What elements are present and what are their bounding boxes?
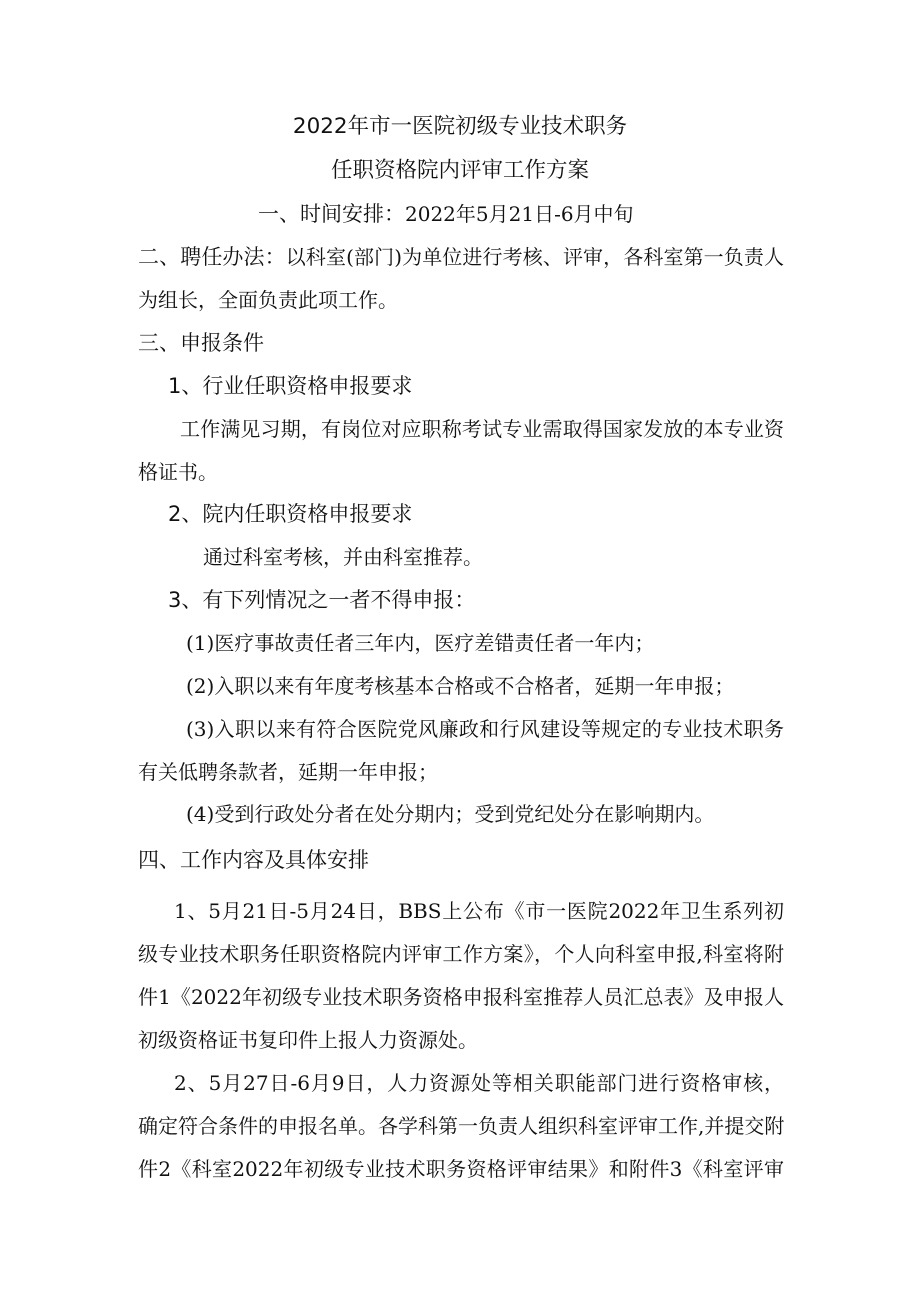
work-step-1-line-3: 件1《2022年初级专业技术职务资格申报科室推荐人员汇总表》及申报人 <box>138 985 784 1009</box>
appointment-paragraph-line-1 <box>138 243 784 271</box>
condition-1-heading: 1、行业任职资格申报要求 <box>168 374 413 398</box>
exclusion-item-3-line-2: 有关低聘条款者，延期一年申报； <box>138 760 438 784</box>
exclusion-item-4: (4)受到行政处分者在处分期内；受到党纪处分在影响期内。 <box>186 802 715 826</box>
exclusion-item-1: (1)医疗事故责任者三年内，医疗差错责任者一年内； <box>186 631 655 655</box>
work-step-1-line-4: 初级资格证书复印件上报人力资源处。 <box>138 1028 478 1052</box>
work-step-2-line-3: 件2《科室2022年初级专业技术职务资格评审结果》和附件3《科室评审 <box>138 1157 784 1181</box>
work-step-1-line-1: 1、5月21日-5月24日，BBS上公布《市一医院2022年卫生系列初 <box>174 899 784 923</box>
exclusion-item-3-line-1: (3)入职以来有符合医院党风廉政和行风建设等规定的专业技术职务 <box>186 717 784 741</box>
document-title-line-2: 任职资格院内评审工作方案 <box>330 158 589 183</box>
appointment-text-1: 以科室(部门)为单位进行考核、评审，各科室第一负责人 <box>285 245 785 269</box>
appointment-heading: 二、聘任办法： <box>138 245 286 269</box>
work-heading: 四、工作内容及具体安排 <box>138 848 369 872</box>
condition-3-heading: 3、有下列情况之一者不得申报： <box>168 588 476 612</box>
exclusion-item-2: (2)入职以来有年度考核基本合格或不合格者，延期一年申报； <box>186 674 735 698</box>
appointment-paragraph-line-2: 为组长，全面负责此项工作。 <box>138 288 398 312</box>
work-step-2-line-2: 确定符合条件的申报名单。各学科第一负责人组织科室评审工作,并提交附 <box>138 1114 785 1138</box>
document-title-line-1: 2022年市一医院初级专业技术职务 <box>292 114 628 139</box>
work-step-1-line-2: 级专业技术职务任职资格院内评审工作方案》，个人向科室申报,科室将附 <box>138 942 784 966</box>
work-step-2-line-1: 2、5月27日-6月9日，人力资源处等相关职能部门进行资格审核， <box>174 1071 784 1095</box>
time-arrangement <box>258 200 634 228</box>
condition-1-text-line-2: 格证书。 <box>138 460 218 484</box>
condition-2-heading: 2、院内任职资格申报要求 <box>168 502 413 526</box>
time-arrangement-heading: 一、时间安排： <box>258 202 405 226</box>
time-arrangement-text: 2022年5月21日-6月中旬 <box>405 202 634 226</box>
condition-1-text-line-1: 工作满见习期，有岗位对应职称考试专业需取得国家发放的本专业资 <box>180 417 784 441</box>
conditions-heading: 三、申报条件 <box>138 331 264 355</box>
condition-2-text: 通过科室考核，并由科室推荐。 <box>203 545 483 569</box>
